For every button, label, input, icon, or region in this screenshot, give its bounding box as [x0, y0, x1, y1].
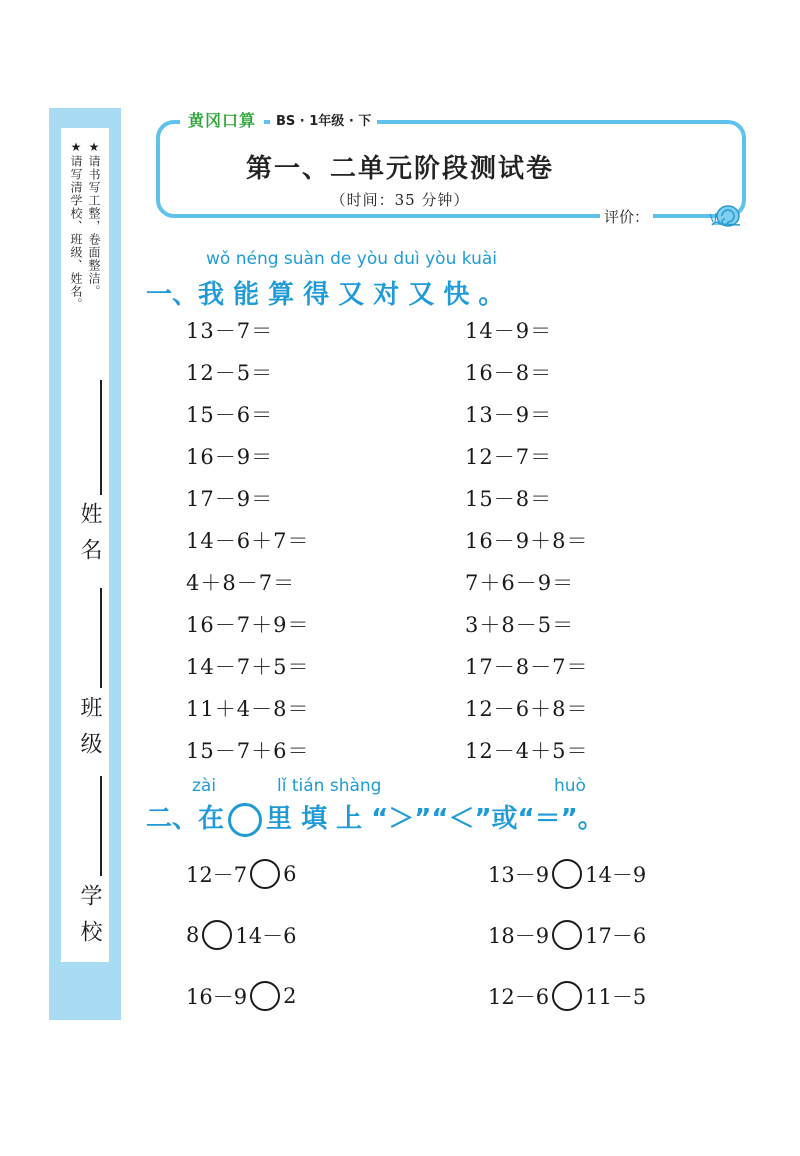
grade-label: BS · 1年级 · 下	[270, 110, 377, 129]
school-underline	[100, 776, 102, 876]
section1-number: 一、	[146, 280, 199, 310]
instruction-note-1: ★请写清学校、班级、姓名。	[69, 140, 83, 311]
answer-circle[interactable]	[552, 981, 582, 1011]
page-title: 第一、二单元阶段测试卷	[245, 154, 554, 184]
compare-left: 13－9	[488, 863, 550, 887]
equation-left-1: 13－7＝	[186, 319, 274, 343]
compare-left: 12－7	[186, 863, 248, 887]
compare-right: 6	[283, 862, 297, 886]
name-field[interactable]	[70, 380, 104, 580]
equation-right-1: 14－9＝	[465, 319, 553, 343]
answer-circle[interactable]	[250, 981, 280, 1011]
compare-item-1	[186, 859, 296, 889]
school-label: 学校	[77, 884, 102, 956]
compare-right: 14－6	[235, 924, 297, 948]
compare-item-6	[488, 981, 646, 1011]
time-limit: （时间：35 分钟）	[330, 191, 470, 209]
equation-left-2: 12－5＝	[186, 361, 274, 385]
class-field[interactable]	[70, 588, 104, 768]
equation-left-6: 14－6＋7＝	[186, 529, 310, 553]
school-field[interactable]	[70, 776, 104, 956]
section2-heading	[146, 798, 604, 837]
equation-right-8: 3＋8－5＝	[465, 613, 575, 637]
compare-left: 8	[186, 923, 200, 947]
equation-left-11: 15－7＋6＝	[186, 739, 310, 763]
compare-right: 11－5	[585, 985, 647, 1009]
compare-left: 16－9	[186, 985, 248, 1009]
compare-left: 18－9	[488, 924, 550, 948]
equation-right-2: 16－8＝	[465, 361, 553, 385]
equation-right-4: 12－7＝	[465, 445, 553, 469]
equation-left-10: 11＋4－8＝	[186, 697, 310, 721]
compare-item-2	[488, 859, 646, 889]
compare-item-4	[488, 920, 646, 950]
equation-right-3: 13－9＝	[465, 403, 553, 427]
equation-left-3: 15－6＝	[186, 403, 274, 427]
circle-blank-icon	[228, 803, 262, 837]
compare-item-5	[186, 981, 296, 1011]
equation-left-5: 17－9＝	[186, 487, 274, 511]
snail-icon	[706, 198, 746, 228]
answer-circle[interactable]	[250, 859, 280, 889]
equation-left-7: 4＋8－7＝	[186, 571, 296, 595]
equation-left-4: 16－9＝	[186, 445, 274, 469]
class-underline	[100, 588, 102, 688]
answer-circle[interactable]	[202, 920, 232, 950]
section1-heading	[146, 274, 504, 311]
section1-title: 我 能 算 得 又 对 又 快 。	[198, 280, 505, 310]
evaluation-label: 评价：	[600, 206, 653, 227]
equation-right-5: 15－8＝	[465, 487, 553, 511]
equation-right-9: 17－8－7＝	[465, 655, 589, 679]
brand-logo: 黄冈口算	[180, 108, 264, 131]
compare-right: 2	[283, 984, 297, 1008]
section2-number: 二、	[146, 804, 199, 834]
compare-left: 12－6	[488, 985, 550, 1009]
compare-right: 17－6	[585, 924, 647, 948]
section1-pinyin: wǒ néng suàn de yòu duì yòu kuài	[206, 249, 498, 269]
section2-title-rest: 里 填 上 “＞”“＜”或“＝”。	[266, 804, 604, 834]
equation-left-9: 14－7＋5＝	[186, 655, 310, 679]
answer-circle[interactable]	[552, 859, 582, 889]
compare-right: 14－9	[585, 863, 647, 887]
name-underline	[100, 380, 102, 495]
section2-word-zai: 在	[198, 804, 225, 834]
section2-pinyin-zai: zài	[192, 776, 217, 796]
compare-item-3	[186, 920, 296, 950]
equation-right-11: 12－4＋5＝	[465, 739, 589, 763]
instruction-note-2: ★请书写工整，卷面整洁。	[87, 140, 101, 298]
equation-right-10: 12－6＋8＝	[465, 697, 589, 721]
section2-pinyin-huo: huò	[554, 776, 586, 796]
equation-left-8: 16－7＋9＝	[186, 613, 310, 637]
equation-right-7: 7＋6－9＝	[465, 571, 575, 595]
section2-pinyin-li: lǐ tián shàng	[277, 776, 382, 796]
name-label: 姓名	[77, 502, 102, 574]
equation-right-6: 16－9＋8＝	[465, 529, 589, 553]
answer-circle[interactable]	[552, 920, 582, 950]
class-label: 班级	[77, 696, 102, 768]
